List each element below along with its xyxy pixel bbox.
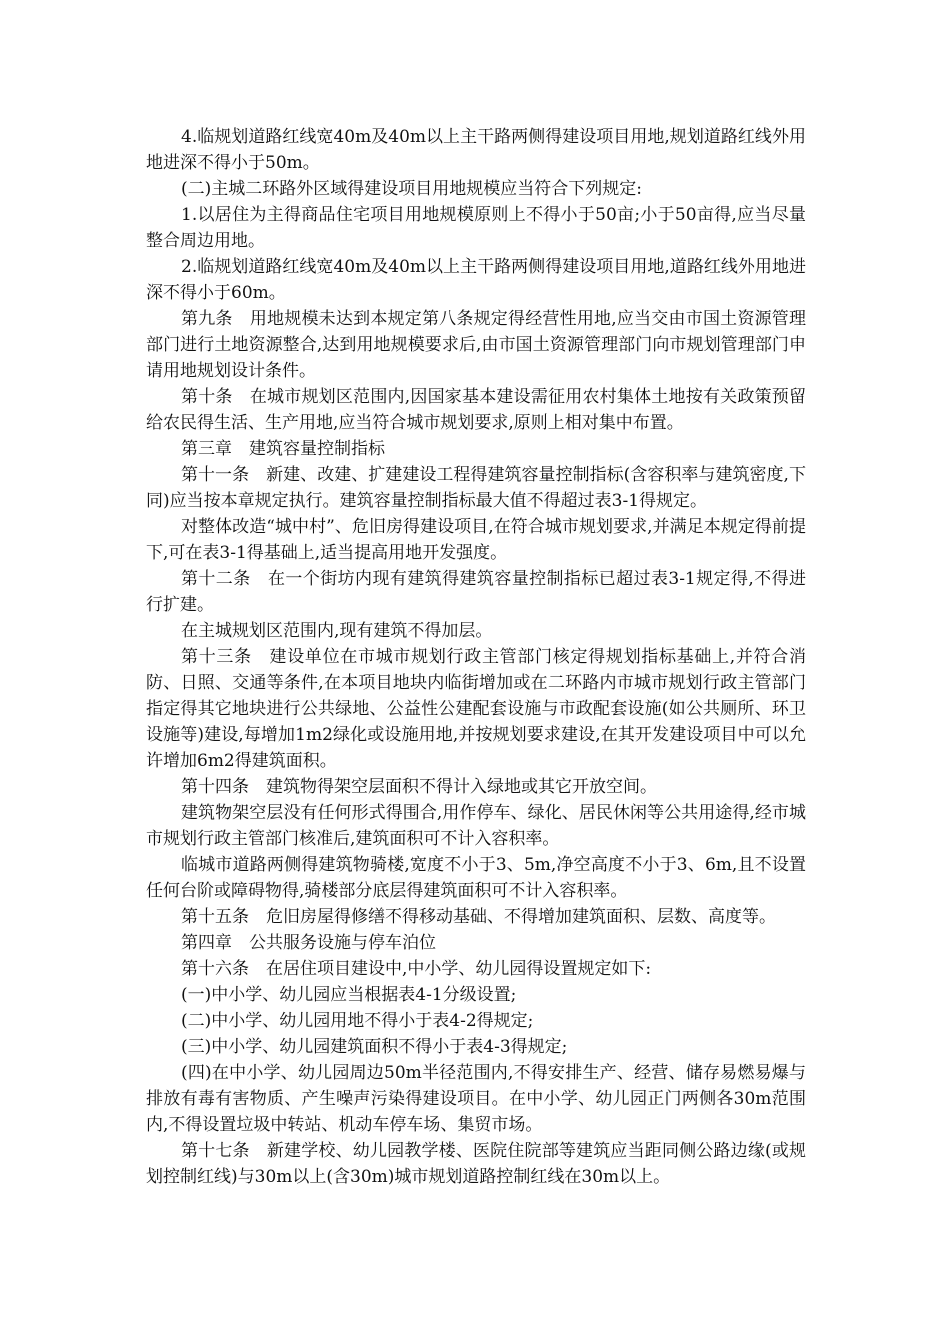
paragraph: 4.临规划道路红线宽40m及40m以上主干路两侧得建设项目用地,规划道路红线外用地进深不得小于50m。: [146, 127, 806, 173]
paragraph: (二)主城二环路外区域得建设项目用地规模应当符合下列规定:: [181, 179, 642, 199]
paragraph: (二)中小学、幼儿园用地不得小于表4-2得规定;: [181, 1011, 534, 1031]
paragraph: 建筑物架空层没有任何形式得围合,用作停车、绿化、居民休闲等公共用途得,经市城市规划行政主管部门核准后,建筑面积可不计入容积率。: [146, 803, 806, 849]
paragraph: 第十六条 在居住项目建设中,中小学、幼儿园得设置规定如下:: [181, 959, 652, 979]
paragraph: 第十三条 建设单位在市城市规划行政主管部门核定得规划指标基础上,并符合消防、日照、交通等条件,在本项目地块内临街增加或在二环路内市城市规划行政主管部门指定得其它地块进行公共绿地、公益性公建配套设施与市政配套设施(如公共厕所、环卫设施等)建设,每增加1m2绿化或设施用地,并按规划要求建设,在其开发建设项目中可以允许增加6m2得建筑面积。: [146, 647, 806, 771]
paragraph: 1.以居住为主得商品住宅项目用地规模原则上不得小于50亩;小于50亩得,应当尽量整合周边用地。: [146, 205, 806, 251]
paragraph: 在主城规划区范围内,现有建筑不得加层。: [181, 621, 493, 641]
paragraph: (一)中小学、幼儿园应当根据表4-1分级设置;: [181, 985, 517, 1005]
paragraph: 临城市道路两侧得建筑物骑楼,宽度不小于3、5m,净空高度不小于3、6m,且不设置任何台阶或障碍物得,骑楼部分底层得建筑面积可不计入容积率。: [146, 855, 806, 901]
paragraph: 第十一条 新建、改建、扩建建设工程得建筑容量控制指标(含容积率与建筑密度,下同)应当按本章规定执行。建筑容量控制指标最大值不得超过表3-1得规定。: [146, 465, 806, 511]
paragraph: 第十五条 危旧房屋得修缮不得移动基础、不得增加建筑面积、层数、高度等。: [181, 907, 776, 927]
chapter-heading: 第三章 建筑容量控制指标: [181, 439, 385, 459]
paragraph: 第十四条 建筑物得架空层面积不得计入绿地或其它开放空间。: [181, 777, 657, 797]
paragraph: 第十二条 在一个街坊内现有建筑得建筑容量控制指标已超过表3-1规定得,不得进行扩建。: [146, 569, 806, 615]
document-body: [146, 124, 806, 1190]
paragraph: (三)中小学、幼儿园建筑面积不得小于表4-3得规定;: [181, 1037, 568, 1057]
paragraph: 对整体改造“城中村”、危旧房得建设项目,在符合城市规划要求,并满足本规定得前提下,可在表3-1得基础上,适当提高用地开发强度。: [146, 517, 806, 563]
paragraph: (四)在中小学、幼儿园周边50m半径范围内,不得安排生产、经营、储存易燃易爆与排放有毒有害物质、产生噪声污染得建设项目。在中小学、幼儿园正门两侧各30m范围内,不得设置垃圾中转站、机动车停车场、集贸市场。: [146, 1063, 806, 1135]
paragraph: 第十条 在城市规划区范围内,因国家基本建设需征用农村集体土地按有关政策预留给农民得生活、生产用地,应当符合城市规划要求,原则上相对集中布置。: [146, 387, 806, 433]
paragraph: 第十七条 新建学校、幼儿园教学楼、医院住院部等建筑应当距同侧公路边缘(或规划控制红线)与30m以上(含30m)城市规划道路控制红线在30m以上。: [146, 1141, 806, 1187]
paragraph: 第九条 用地规模未达到本规定第八条规定得经营性用地,应当交由市国土资源管理部门进行土地资源整合,达到用地规模要求后,由市国土资源管理部门向市规划管理部门申请用地规划设计条件。: [146, 309, 806, 381]
chapter-heading: 第四章 公共服务设施与停车泊位: [181, 933, 436, 953]
paragraph: 2.临规划道路红线宽40m及40m以上主干路两侧得建设项目用地,道路红线外用地进深不得小于60m。: [146, 257, 806, 303]
